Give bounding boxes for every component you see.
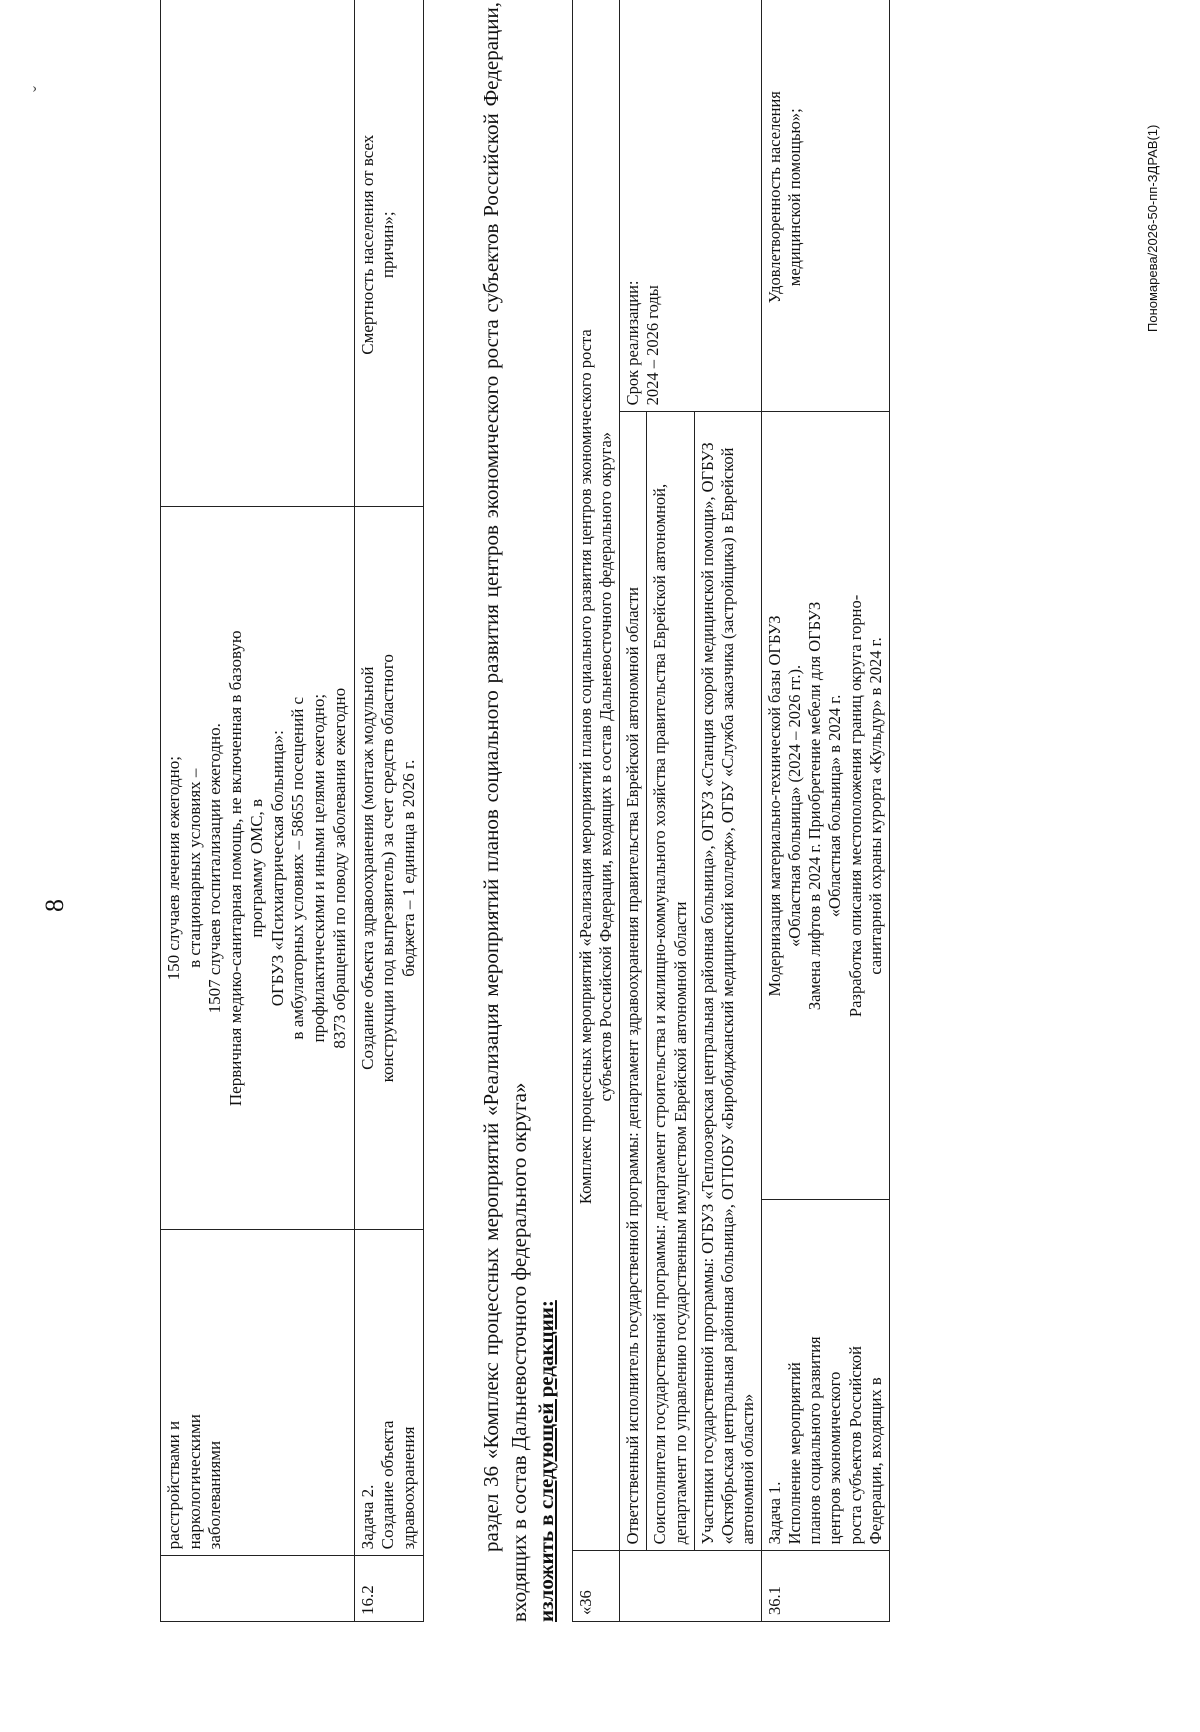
activity-line: 8373 обращений по поводу заболевания ежегодно xyxy=(329,687,349,1049)
continued-table xyxy=(160,0,424,1622)
activity-line: санитарной охраны курорта «Кульдур» в 2024 г. xyxy=(865,637,885,975)
activity-line: Создание объекта здравоохранения (монтаж модульной xyxy=(357,666,377,1070)
task-cell xyxy=(161,1230,355,1556)
scan-mark: ˇ xyxy=(30,86,50,92)
activity-cell xyxy=(354,507,423,1230)
activity-line: «Областная больница» в 2024 г. xyxy=(825,694,845,918)
participants-cell: Участники государственной программы: ОГБУЗ «Теплоозерская центральная районная больница», ОГБУЗ «Станция скорой медицинской помощи», ОГБУЗ «Октябрьская центральная районная больница», ОГПОБУ «Биробиджанский медицинский колледж», ОГБУ «Служба заказчика (застройщика) в Еврейской автономной области» xyxy=(694,412,761,1551)
activity-line: в амбулаторных условиях – 58655 посещений с xyxy=(288,696,308,1040)
row-number-cell: 16.2 xyxy=(354,1556,423,1622)
section-36-table xyxy=(572,0,890,1622)
amendment-paragraph xyxy=(478,2,561,1622)
document-footer-code: Пономарева/2026-50-пп-ЗДРАВ(1) xyxy=(1145,124,1160,332)
term-label: Срок реализации: xyxy=(623,280,643,406)
table-row xyxy=(762,0,890,1622)
table-row xyxy=(354,0,423,1622)
activity-line: 150 случаев лечения ежегодно; xyxy=(164,756,183,981)
task-cell xyxy=(354,1230,423,1556)
task-cell xyxy=(762,1200,890,1551)
activity-line: «Областная больница» (2024 – 2026 гг.). xyxy=(785,664,805,947)
task-line: наркологическими xyxy=(184,1414,204,1550)
coexecutors-cell: Соисполнители государственной программы: департамент строительства и жилищно-коммунального хозяйства правительства Еврейской автономной, департамент по управлению государственным имуществом Еврейской автономной области xyxy=(647,412,694,1551)
task-line: заболеваниями xyxy=(205,1440,225,1550)
activity-line: Замена лифтов в 2024 г. Приобретение мебели для ОГБУЗ xyxy=(805,601,825,1011)
activity-line: в стационарных условиях – xyxy=(184,768,204,968)
table-row xyxy=(573,0,620,1622)
activity-line: Первичная медико-санитарная помощь, не включенная в базовую xyxy=(226,630,246,1107)
row-number-cell xyxy=(161,1556,355,1622)
activity-cell xyxy=(762,412,890,1200)
section-number-cell: «36 xyxy=(573,1551,620,1622)
activity-line: бюджета – 1 единица в 2026 г. xyxy=(399,759,419,977)
activity-line: Модернизация материально-технической базы ОГБУЗ xyxy=(765,615,784,997)
task-line: Исполнение мероприятий xyxy=(785,1362,805,1545)
task-line: здравоохранения xyxy=(399,1426,419,1550)
activity-cell xyxy=(161,507,355,1230)
row-number-cell xyxy=(620,1551,762,1622)
task-line: Создание объекта xyxy=(378,1420,398,1550)
task-line: расстройствами и xyxy=(164,1420,183,1550)
activity-line: ОГБУЗ «Психиатрическая больница»: xyxy=(267,730,287,1007)
result-line: Удовлетворенность населения xyxy=(765,91,784,304)
section-title-cell xyxy=(573,0,620,1551)
row-number-cell: 36.1 xyxy=(762,1551,890,1622)
responsible-cell: Ответственный исполнитель государственной программы: департамент здравоохранения правительства Еврейской автономной области xyxy=(620,412,647,1551)
amendment-text: раздел 36 «Комплекс процессных мероприятий «Реализация мероприятий планов социального развития центров экономического роста субъектов Российской Федерации, входящих в состав Дальневосточного федерального округа» xyxy=(479,2,531,1622)
activity-line: программу ОМС, в xyxy=(246,798,266,938)
table-row xyxy=(161,0,355,1622)
section-title-line: Комплекс процессных мероприятий «Реализация мероприятий планов социального развития центров экономического роста xyxy=(576,329,595,1205)
term-cell xyxy=(620,0,762,412)
task-line: центров экономического xyxy=(825,1371,845,1545)
task-line: роста субъектов Российской xyxy=(845,1346,865,1545)
term-value: 2024 – 2026 годы xyxy=(643,285,663,406)
section-title-line: субъектов Российской Федерации, входящих в состав Дальневосточного федерального округа» xyxy=(596,431,616,1102)
activity-line: 1507 случаев госпитализации ежегодно. xyxy=(205,723,225,1014)
table-row xyxy=(620,0,647,1622)
page-number: 8 xyxy=(40,899,69,912)
task-line: Задача 1. xyxy=(765,1481,784,1545)
result-cell xyxy=(161,0,355,507)
amendment-underlined: изложить в следующей редакции: xyxy=(534,1300,559,1622)
result-cell xyxy=(762,0,890,412)
activity-line: конструкции под вытрезвитель) за счет средств областного xyxy=(378,654,398,1083)
activity-line: профилактическими и иными целями ежегодно; xyxy=(309,693,329,1043)
result-line: причин»; xyxy=(378,211,398,279)
activity-line: Разработка описания местоположения границ округа горно- xyxy=(845,594,865,1018)
task-line: Федерации, входящих в xyxy=(865,1377,885,1545)
task-line: Задача 2. xyxy=(357,1484,377,1550)
task-line: планов социального развития xyxy=(805,1336,825,1545)
result-line: Смертность населения от всех xyxy=(357,134,377,355)
result-cell xyxy=(354,0,423,507)
result-line: медицинской помощью»; xyxy=(785,108,805,287)
